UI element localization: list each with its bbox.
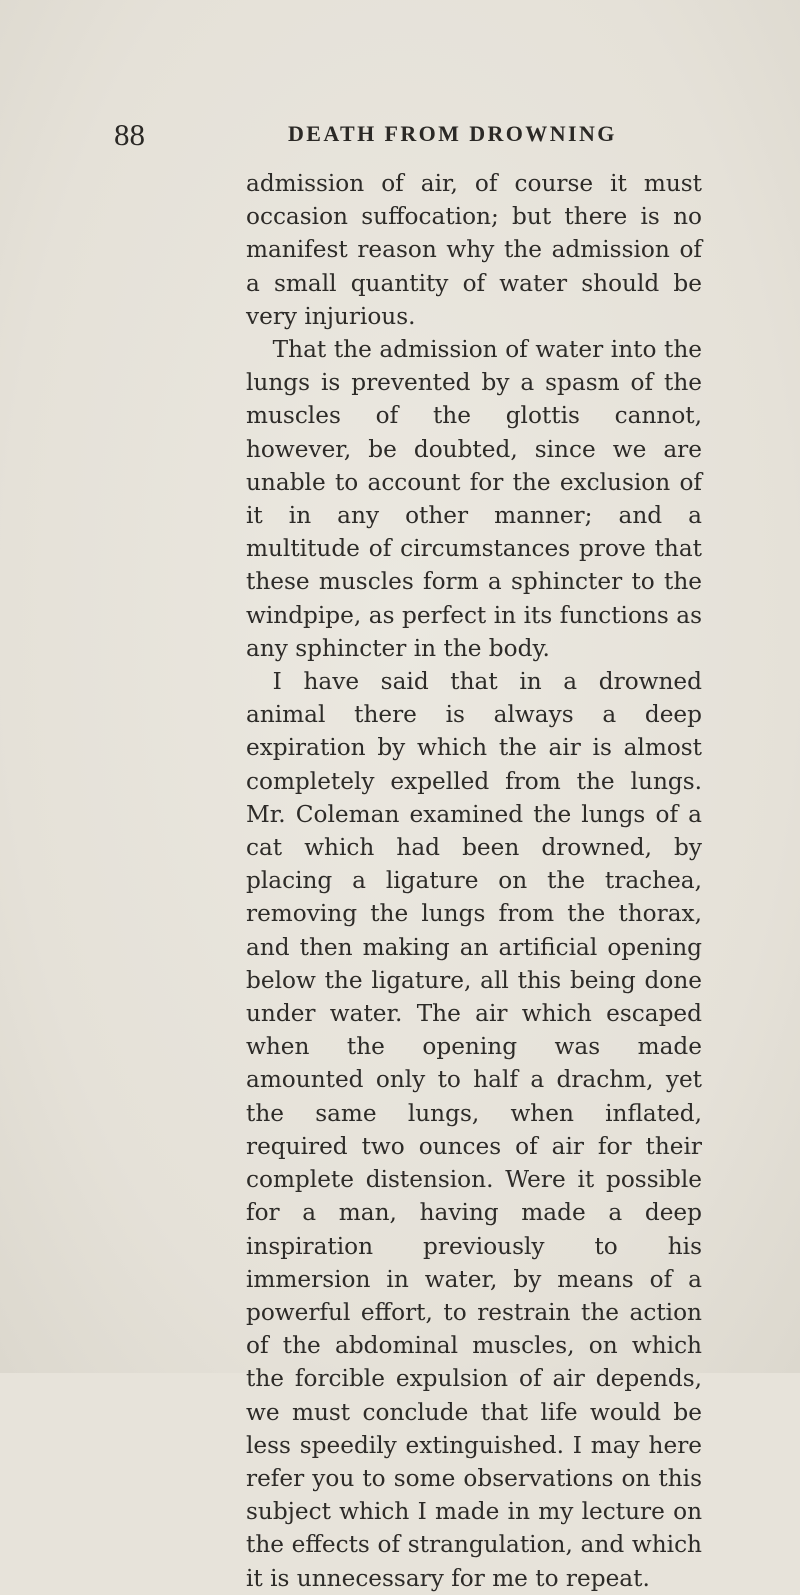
page-number: 88 (114, 117, 145, 152)
running-head: DEATH FROM DROWNING (288, 121, 617, 146)
paragraph-drowned-animal: I have said that in a drowned animal there is always a deep expiration by which the air is almost completely expelled from the lungs. Mr. Coleman examined the lungs of a cat which had been drowned, by placing a ligature on the trachea, removing the lungs from the thorax, and then making an artificial opening below the ligature, all this being done under water. The air which escaped when the opening was made amounted only to half a drachm, yet the same lungs, when inflated, required two ounces of air for their complete distension. Were it possible for a man, having made a deep inspiration previously to his immersion in water, by means of a powerful effort, to restrain the action of the abdominal muscles, on which the forcible expulsion of air depends, we must conclude that life would be less speedily extinguished. I may here refer you to some observations on this subject which I made in my lecture on the effects of strangulation, and which it is unnecessary for me to repeat. (246, 668, 702, 1592)
paragraph-continued: admission of air, of course it must occasion suffocation; but there is no manifest reason why the admission of a small quantity of water should be very injurious. (246, 170, 702, 330)
page-header (0, 117, 800, 157)
paragraph-glottis: That the admission of water into the lungs is prevented by a spasm of the muscles of the glottis cannot, however, be doubted, since we are unable to account for the exclusion of it in any other manner; and a multitude of circumstances prove that these muscles form a sphincter to the windpipe, as perfect in its functions as any sphincter in the body. (246, 336, 702, 662)
body-text (246, 167, 702, 1595)
